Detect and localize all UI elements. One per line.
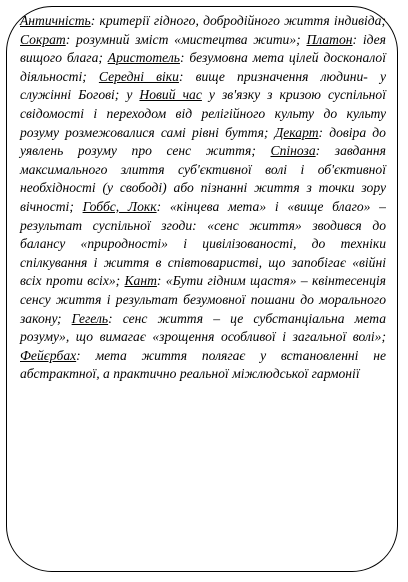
desc-hegel: : сенс життя – це субстанціальна мета розуму», що вимагає «зрощення особливої і загальної волі»; [20,310,386,345]
term-spinoza: Спіноза [270,143,316,159]
desc-plato: : ідея вищого блага; [20,31,386,66]
term-feuerbach: Фейєрбах [20,347,77,363]
term-descartes: Декарт [274,124,319,140]
desc-kant: : «Бути гідним щастя» – квінтесенція сенсу життя і результат безумовної пошани до морального закону; [20,273,386,326]
desc-descartes: : довіра до уявлень розуму про сенс життя; [20,124,386,159]
term-middle-ages: Середні віки [98,68,179,84]
term-socrates: Сократ [20,31,66,47]
desc-modern-times: у зв'язку з кризою суспільної свідомості і переходом від релігійного культу до культу розуму розмежовалися самі рівні буття; [20,87,386,140]
desc-spinoza: : завдання максимального злиття суб'єктивної волі і об'єктивної необхідності (у свободі) або пізнанні життя з точки зору вічності; [20,143,386,214]
term-modern-times: Новий час [139,87,202,103]
term-aristotle: Аристотель [107,50,180,66]
term-plato: Платон [306,31,353,47]
desc-middle-ages: : вище призначення людини- у служінні Богові; у [20,68,386,103]
desc-antiquity: : критерії гідного, добродійного життя індивіда; [90,13,386,28]
term-hegel: Гегель [71,310,109,326]
desc-feuerbach: : мета життя полягає у встановленні не абстрактної, а практично реальної міжлюдської гармонії [20,347,386,382]
desc-socrates: : розумний зміст «мистецтва жити»; [65,31,307,47]
term-antiquity: Античність [20,13,91,28]
term-kant: Кант [124,273,157,289]
philosophy-summary-text [20,12,386,384]
desc-hobbes-locke: : «кінцева мета» і «вище благо» – результат суспільної згоди: «сенс життя» зводився до балансу «природності» і цивілізованості, до техніки спілкування і життя в співтоваристві, що запобігає «війні всіх проти всіх»; [20,198,386,289]
term-hobbes-locke: Гоббс, Локк [82,198,157,214]
desc-aristotle: : безумовна мета цілей досконалої діяльності; [20,50,386,84]
